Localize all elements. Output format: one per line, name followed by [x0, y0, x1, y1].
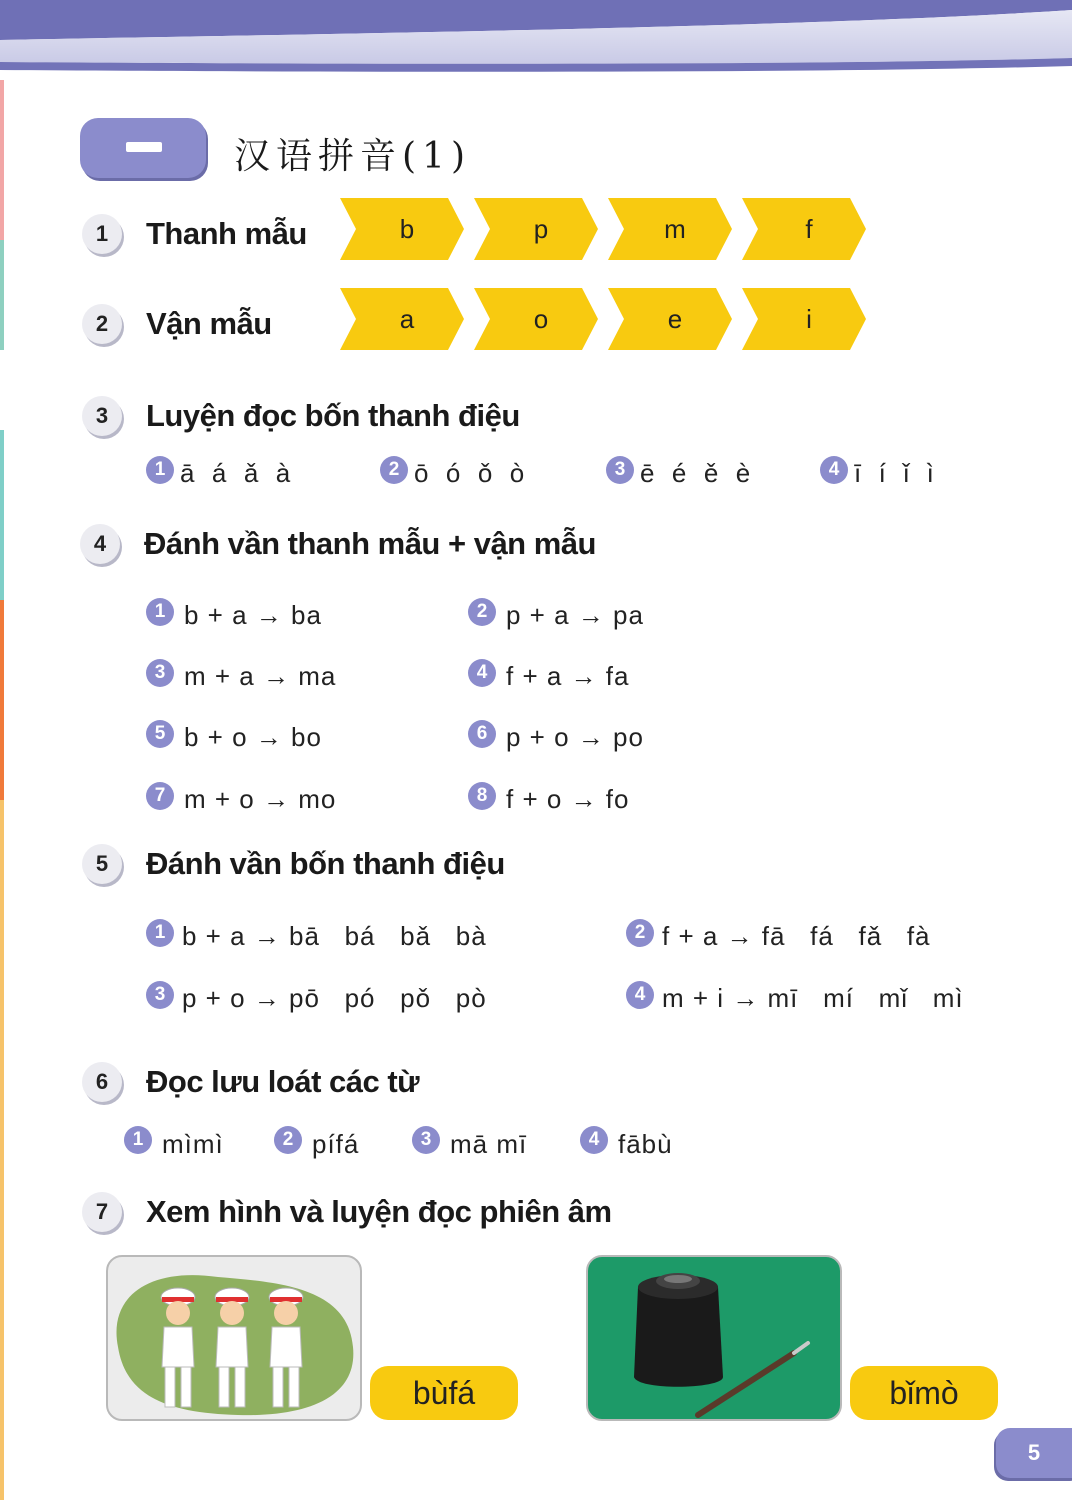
- ink-pen-illustration: [588, 1257, 840, 1419]
- final-e: e: [667, 303, 683, 334]
- picture-ink-pen: [586, 1255, 842, 1421]
- item-badge: 2: [626, 919, 654, 947]
- final-a: a: [399, 303, 415, 334]
- tone-spelling-item: f + a → fā fá fǎ fà: [662, 921, 931, 951]
- item-badge: 5: [146, 720, 174, 748]
- item-badge: 4: [820, 456, 848, 484]
- edge-strip-teal: [0, 240, 4, 350]
- item-badge: 3: [146, 659, 174, 687]
- tone-group-a: ā á ǎ à: [180, 458, 292, 488]
- spelling-item: f + o → fo: [506, 784, 630, 814]
- item-badge: 1: [146, 456, 174, 484]
- word-item: mìmì: [162, 1129, 224, 1159]
- spelling-item: m + o → mo: [184, 784, 337, 814]
- item-badge: 7: [146, 782, 174, 810]
- section-number-3: 3: [82, 396, 122, 436]
- spelling-item: m + a → ma: [184, 661, 337, 691]
- item-badge: 4: [468, 659, 496, 687]
- edge-strip-orange: [0, 600, 4, 800]
- spelling-item: f + a → fa: [506, 661, 630, 691]
- item-badge: 6: [468, 720, 496, 748]
- spelling-item: p + o → po: [506, 722, 644, 752]
- page-number: 5: [1027, 1440, 1041, 1465]
- section-title-7: Xem hình và luyện đọc phiên âm: [146, 1194, 612, 1229]
- item-badge: 3: [412, 1126, 440, 1154]
- section-title-3: Luyện đọc bốn thanh điệu: [146, 398, 520, 433]
- item-badge: 2: [380, 456, 408, 484]
- item-badge: 1: [124, 1126, 152, 1154]
- spelling-item: b + o → bo: [184, 722, 322, 752]
- item-badge: 2: [468, 598, 496, 626]
- tone-group-e: ē é ě è: [640, 458, 752, 488]
- item-badge: 1: [146, 919, 174, 947]
- edge-strip-pink: [0, 80, 4, 240]
- section-title-4: Đánh vần thanh mẫu + vận mẫu: [144, 526, 596, 561]
- top-decorative-band: [0, 0, 1072, 80]
- edge-strip-yellow: [0, 800, 4, 1500]
- section-number-2: 2: [82, 304, 122, 344]
- edge-strip-aqua: [0, 430, 4, 600]
- item-badge: 4: [626, 981, 654, 1009]
- item-badge: 3: [146, 981, 174, 1009]
- item-badge: 4: [580, 1126, 608, 1154]
- section-title-1: Thanh mẫu: [146, 216, 307, 251]
- item-badge: 8: [468, 782, 496, 810]
- tone-group-i: ī í ǐ ì: [854, 458, 935, 488]
- section-title-5: Đánh vần bốn thanh điệu: [146, 846, 505, 881]
- tone-spelling-item: m + i → mī mí mǐ mì: [662, 983, 964, 1013]
- word-item: pífá: [312, 1129, 360, 1159]
- tone-spelling-item: p + o → pō pó pǒ pò: [182, 983, 487, 1013]
- section-number-6: 6: [82, 1062, 122, 1102]
- lesson-number-mark: [126, 142, 162, 152]
- section-number-7: 7: [82, 1192, 122, 1232]
- tone-group-o: ō ó ǒ ò: [414, 458, 526, 488]
- initial-b: b: [399, 213, 415, 244]
- label-bufa: bùfá: [370, 1366, 518, 1420]
- initial-m: m: [664, 213, 686, 244]
- section-title-6: Đọc lưu loát các từ: [146, 1064, 420, 1099]
- spelling-item: b + a → ba: [184, 600, 322, 630]
- initial-f: f: [805, 213, 813, 244]
- spelling-item: p + a → pa: [506, 600, 644, 630]
- label-bimo: bǐmò: [850, 1366, 998, 1420]
- soldiers-illustration: [108, 1257, 360, 1419]
- item-badge: 3: [606, 456, 634, 484]
- section-title-2: Vận mẫu: [146, 306, 272, 341]
- final-i: i: [806, 303, 812, 334]
- item-badge: 1: [146, 598, 174, 626]
- final-o: o: [533, 303, 549, 334]
- section-number-5: 5: [82, 844, 122, 884]
- initial-p: p: [533, 213, 549, 244]
- picture-soldiers: [106, 1255, 362, 1421]
- section-number-4: 4: [80, 524, 120, 564]
- item-badge: 2: [274, 1126, 302, 1154]
- word-item: mā mī: [450, 1129, 528, 1159]
- word-item: fābù: [618, 1129, 673, 1159]
- section-number-1: 1: [82, 214, 122, 254]
- lesson-title: 汉语拼音(1): [234, 136, 471, 177]
- tone-spelling-item: b + a → bā bá bǎ bà: [182, 921, 487, 951]
